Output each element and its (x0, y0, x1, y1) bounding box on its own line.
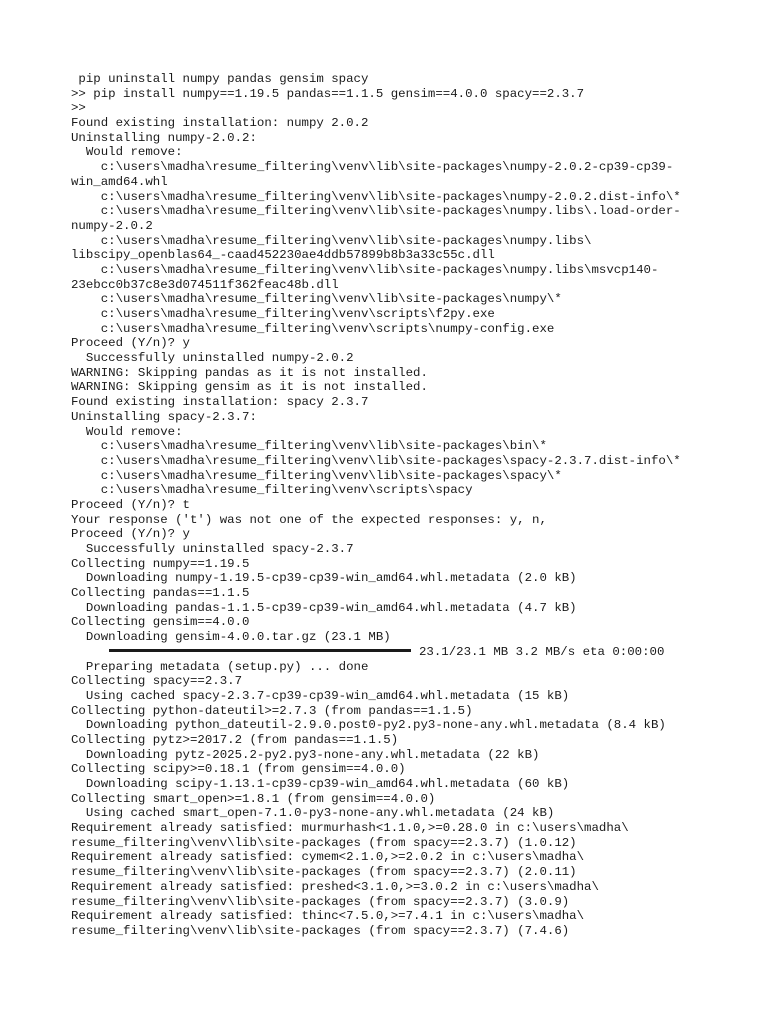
terminal-line: Downloading scipy-1.13.1-cp39-cp39-win_amd64.whl.metadata (60 kB) (71, 777, 570, 791)
terminal-line: Found existing installation: spacy 2.3.7 (71, 395, 369, 410)
terminal-line: Found existing installation: numpy 2.0.2 (71, 116, 369, 131)
terminal-line: win_amd64.whl (71, 174, 168, 189)
terminal-line: Requirement already satisfied: cymem<2.1.0,>=2.0.2 in c:\users\madha\ (71, 850, 585, 865)
terminal-line: WARNING: Skipping pandas as it is not installed. (71, 365, 428, 380)
terminal-line: Collecting python-dateutil>=2.7.3 (from pandas==1.1.5) (71, 703, 473, 718)
terminal-line: Downloading numpy-1.19.5-cp39-cp39-win_amd64.whl.metadata (2.0 kB) (71, 571, 577, 586)
terminal-line: c:\users\madha\resume_filtering\venv\lib\site-packages\spacy-2.3.7.dist-info\* (71, 453, 681, 468)
uninstall-log (71, 72, 751, 645)
terminal-line: c:\users\madha\resume_filtering\venv\lib\site-packages\numpy\* (71, 292, 562, 307)
terminal-line: c:\users\madha\resume_filtering\venv\scripts\numpy-config.exe (71, 321, 555, 336)
terminal-line: Requirement already satisfied: thinc<7.5.0,>=7.4.1 in c:\users\madha\ (71, 909, 585, 924)
terminal-line: Proceed (Y/n)? y (71, 527, 190, 542)
terminal-line: c:\users\madha\resume_filtering\venv\lib\site-packages\numpy-2.0.2-cp39-cp39- (71, 160, 674, 175)
terminal-line: Downloading python_dateutil-2.9.0.post0-py2.py3-none-any.whl.metadata (8.4 kB) (71, 718, 666, 733)
terminal-line: Uninstalling numpy-2.0.2: (71, 130, 257, 145)
terminal-line: c:\users\madha\resume_filtering\venv\lib\site-packages\numpy.libs\ (71, 233, 592, 248)
terminal-line: Downloading pandas-1.1.5-cp39-cp39-win_amd64.whl.metadata (4.7 kB) (71, 600, 577, 615)
terminal-line: Uninstalling spacy-2.3.7: (71, 409, 257, 424)
terminal-line: WARNING: Skipping gensim as it is not installed. (71, 380, 428, 395)
terminal-line: Downloading gensim-4.0.0.tar.gz (23.1 MB) (71, 630, 391, 645)
terminal-line: >> pip install numpy==1.19.5 pandas==1.1.5 gensim==4.0.0 spacy==2.3.7 (71, 86, 585, 101)
terminal-line: resume_filtering\venv\lib\site-packages (from spacy==2.3.7) (7.4.6) (71, 923, 570, 938)
terminal-line: Collecting numpy==1.19.5 (71, 556, 250, 571)
terminal-line: Your response ('t') was not one of the expected responses: y, n, (71, 512, 547, 527)
terminal-line: libscipy_openblas64_-caad452230ae4ddb57899b8b3a33c55c.dll (71, 248, 495, 263)
terminal-line: resume_filtering\venv\lib\site-packages (from spacy==2.3.7) (3.0.9) (71, 894, 570, 909)
terminal-line: Preparing metadata (setup.py) ... done (71, 659, 369, 674)
terminal-line: c:\users\madha\resume_filtering\venv\scripts\spacy (71, 483, 473, 498)
terminal-line: Would remove: (71, 145, 183, 160)
terminal-line: Requirement already satisfied: preshed<3.1.0,>=3.0.2 in c:\users\madha\ (71, 879, 599, 894)
terminal-line: Successfully uninstalled numpy-2.0.2 (71, 351, 354, 366)
terminal-line: Collecting gensim==4.0.0 (71, 615, 250, 630)
terminal-line: c:\users\madha\resume_filtering\venv\lib\site-packages\bin\* (71, 439, 547, 454)
download-progress (71, 645, 751, 660)
terminal-line: Collecting scipy>=0.18.1 (from gensim==4.0.0) (71, 762, 406, 777)
terminal-line: Collecting pytz>=2017.2 (from pandas==1.1.5) (71, 732, 399, 747)
terminal-line: resume_filtering\venv\lib\site-packages (from spacy==2.3.7) (1.0.12) (71, 835, 577, 850)
progress-bar (109, 649, 411, 652)
terminal-line: Requirement already satisfied: murmurhash<1.1.0,>=0.28.0 in c:\users\madha\ (71, 821, 629, 836)
terminal-line: Successfully uninstalled spacy-2.3.7 (71, 542, 354, 556)
terminal-line: c:\users\madha\resume_filtering\venv\lib\site-packages\numpy-2.0.2.dist-info\* (71, 189, 681, 204)
terminal-line: c:\users\madha\resume_filtering\venv\scripts\f2py.exe (71, 307, 495, 321)
terminal-line: Collecting smart_open>=1.8.1 (from gensim==4.0.0) (71, 791, 436, 806)
terminal-line: c:\users\madha\resume_filtering\venv\lib\site-packages\numpy.libs\.load-order- (71, 204, 681, 219)
terminal-line: numpy-2.0.2 (71, 218, 153, 233)
install-log (71, 660, 751, 939)
progress-text: 23.1/23.1 MB 3.2 MB/s eta 0:00:00 (419, 644, 665, 659)
terminal-line: c:\users\madha\resume_filtering\venv\lib\site-packages\numpy.libs\msvcp140- (71, 262, 659, 277)
terminal-line: pip uninstall numpy pandas gensim spacy (71, 72, 369, 86)
terminal-line: >> (71, 101, 86, 116)
terminal-line: resume_filtering\venv\lib\site-packages (from spacy==2.3.7) (2.0.11) (71, 865, 577, 880)
terminal-line: Would remove: (71, 424, 183, 439)
terminal-line: 23ebcc0b37c8e3d074511f362feac48b.dll (71, 277, 339, 292)
progress-bar-fill (109, 649, 411, 652)
terminal-line: c:\users\madha\resume_filtering\venv\lib\site-packages\spacy\* (71, 468, 562, 483)
terminal-line: Using cached spacy-2.3.7-cp39-cp39-win_amd64.whl.metadata (15 kB) (71, 688, 570, 703)
terminal-line: Downloading pytz-2025.2-py2.py3-none-any.whl.metadata (22 kB) (71, 747, 540, 762)
terminal-line: Using cached smart_open-7.1.0-py3-none-any.whl.metadata (24 kB) (71, 806, 555, 821)
terminal-line: Proceed (Y/n)? y (71, 336, 190, 351)
terminal-output (71, 72, 751, 939)
terminal-line: Proceed (Y/n)? t (71, 497, 190, 512)
terminal-line: Collecting spacy==2.3.7 (71, 674, 243, 689)
terminal-line: Collecting pandas==1.1.5 (71, 586, 250, 601)
